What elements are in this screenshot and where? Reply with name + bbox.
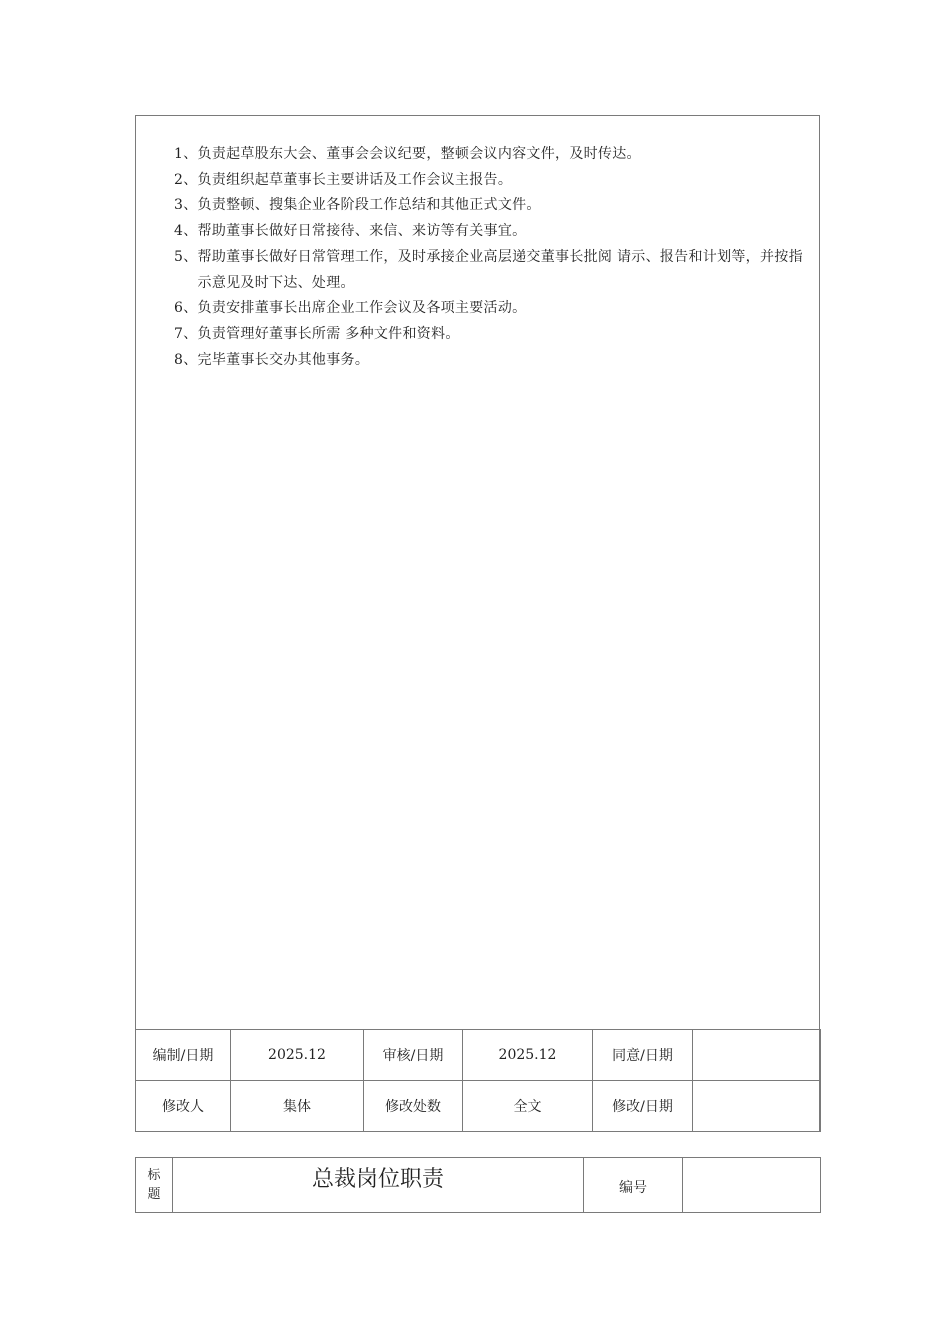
item-text: 帮助董事长做好日常接待、来信、来访等有关事宜。 — [197, 223, 527, 240]
list-item — [174, 296, 804, 322]
table-row — [136, 1081, 821, 1132]
modifier-value: 集体 — [231, 1081, 364, 1132]
item-text: 负责起草股东大会、董事会会议纪要，整顿会议内容文件，及时传达。 — [197, 146, 641, 162]
compiler-value: 2025.12 — [231, 1030, 364, 1081]
item-text: 完毕董事长交办其他事务。 — [197, 351, 370, 368]
item-text: 负责安排董事长出席企业工作会议及各项主要活动。 — [197, 300, 527, 317]
item-number: 7、 — [174, 325, 198, 342]
title-label-cell — [136, 1158, 173, 1213]
title-label-line: 题 — [147, 1187, 161, 1202]
list-item — [174, 168, 804, 194]
number-label: 编号 — [584, 1158, 683, 1213]
list-item — [174, 219, 804, 245]
approver-value — [693, 1030, 821, 1081]
document-frame — [135, 115, 820, 1132]
list-item — [174, 348, 804, 374]
item-text: 帮助董事长做好日常管理工作，及时承接企业高层递交董事长批阅 请示、报告和计划等，并按指示意见及时下达、处理。 — [197, 248, 803, 291]
signoff-table — [135, 1029, 821, 1132]
document-title: 总裁岗位职责 — [173, 1158, 584, 1213]
item-text: 负责整顿、搜集企业各阶段工作总结和其他正式文件。 — [197, 197, 541, 214]
item-number: 3、 — [174, 197, 198, 214]
list-item — [174, 193, 804, 219]
title-block — [135, 1157, 821, 1213]
list-item — [174, 142, 804, 168]
title-label-line: 标 — [147, 1168, 161, 1183]
item-number: 4、 — [174, 223, 198, 240]
list-item — [174, 245, 804, 296]
item-text: 负责组织起草董事长主要讲话及工作会议主报告。 — [197, 171, 513, 188]
reviewer-label: 审核/日期 — [364, 1030, 463, 1081]
duties-list — [174, 142, 804, 373]
modifier-label: 修改人 — [136, 1081, 231, 1132]
number-value — [683, 1158, 821, 1213]
compiler-label: 编制/日期 — [136, 1030, 231, 1081]
mod-date-label: 修改/日期 — [593, 1081, 693, 1132]
approver-label: 同意/日期 — [593, 1030, 693, 1081]
item-number: 5、 — [174, 248, 198, 265]
list-item — [174, 322, 804, 348]
item-number: 8、 — [174, 351, 198, 368]
table-row — [136, 1158, 821, 1213]
item-number: 6、 — [174, 300, 198, 317]
mod-count-label: 修改处数 — [364, 1081, 463, 1132]
mod-count-value: 全文 — [463, 1081, 593, 1132]
table-row — [136, 1030, 821, 1081]
item-number: 2、 — [174, 171, 198, 188]
mod-date-value — [693, 1081, 821, 1132]
item-text: 负责管理好董事长所需 多种文件和资料。 — [197, 325, 460, 342]
item-number: 1、 — [174, 146, 198, 162]
reviewer-value: 2025.12 — [463, 1030, 593, 1081]
